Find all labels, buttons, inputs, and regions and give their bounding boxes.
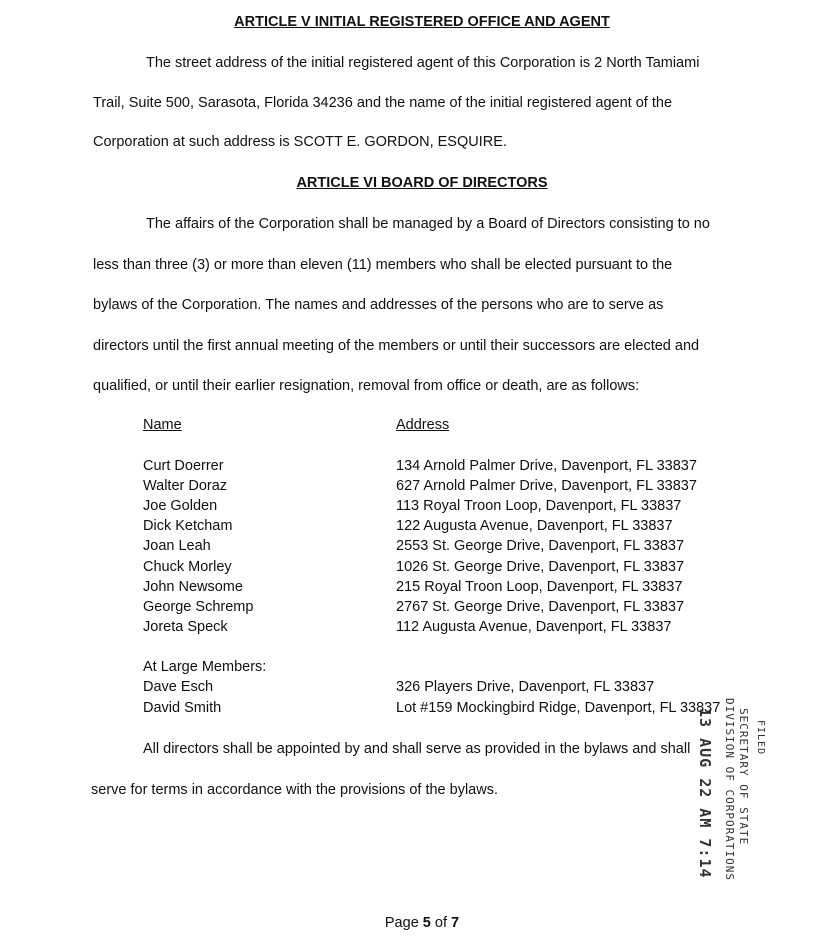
director-row bbox=[0, 559, 836, 579]
director-address: 2767 St. George Drive, Davenport, FL 33837 bbox=[396, 599, 685, 615]
at-large-label: At Large Members: bbox=[143, 659, 267, 675]
director-name: George Schremp bbox=[143, 599, 254, 615]
page-footer bbox=[0, 915, 836, 931]
director-row bbox=[0, 538, 836, 558]
filing-stamp bbox=[690, 698, 770, 896]
article-vi-line-5: qualified, or until their earlier resignation, removal from office or death, are as follows: bbox=[93, 378, 640, 394]
director-address: 112 Augusta Avenue, Davenport, FL 33837 bbox=[396, 619, 672, 635]
footer-page-total: 7 bbox=[451, 915, 460, 931]
closing-line-2: serve for terms in accordance with the provisions of the bylaws. bbox=[91, 782, 498, 798]
director-name: John Newsome bbox=[143, 579, 243, 595]
name-column-header: Name bbox=[143, 417, 182, 433]
director-name: Curt Doerrer bbox=[143, 458, 224, 474]
article-vi-heading: ARTICLE VI BOARD OF DIRECTORS bbox=[296, 175, 548, 191]
director-name: Dave Esch bbox=[143, 679, 214, 695]
director-address: 2553 St. George Drive, Davenport, FL 33837 bbox=[396, 538, 685, 554]
director-address: Lot #159 Mockingbird Ridge, Davenport, FL 33837 bbox=[396, 700, 721, 716]
article-vi-line-2: less than three (3) or more than eleven (11) members who shall be elected pursuant to the bbox=[93, 257, 673, 273]
director-row bbox=[0, 498, 836, 518]
director-name: Joreta Speck bbox=[143, 619, 228, 635]
closing-line-1: All directors shall be appointed by and shall serve as provided in the bylaws and shall bbox=[143, 741, 691, 757]
director-address: 215 Royal Troon Loop, Davenport, FL 33837 bbox=[396, 579, 683, 595]
directors-table-header bbox=[0, 417, 836, 437]
director-address: 134 Arnold Palmer Drive, Davenport, FL 33837 bbox=[396, 458, 697, 474]
director-address: 122 Augusta Avenue, Davenport, FL 33837 bbox=[396, 518, 673, 534]
director-row bbox=[0, 518, 836, 538]
director-address: 1026 St. George Drive, Davenport, FL 33837 bbox=[396, 559, 685, 575]
director-name: Joan Leah bbox=[143, 538, 211, 554]
director-row bbox=[0, 579, 836, 599]
stamp-division: DIVISION OF CORPORATIONS bbox=[723, 698, 736, 881]
director-row bbox=[0, 458, 836, 478]
article-v-line-3: Corporation at such address is SCOTT E. GORDON, ESQUIRE. bbox=[93, 134, 507, 150]
director-row bbox=[0, 619, 836, 639]
director-name: David Smith bbox=[143, 700, 222, 716]
article-v-heading: ARTICLE V INITIAL REGISTERED OFFICE AND AGENT bbox=[234, 14, 610, 30]
director-row bbox=[0, 599, 836, 619]
footer-page-number: 5 bbox=[422, 915, 431, 931]
director-name: Joe Golden bbox=[143, 498, 218, 514]
director-name: Chuck Morley bbox=[143, 559, 232, 575]
director-row bbox=[0, 478, 836, 498]
address-column-header: Address bbox=[396, 417, 450, 433]
article-vi-line-3: bylaws of the Corporation. The names and addresses of the persons who are to serve as bbox=[93, 297, 664, 313]
director-address: 326 Players Drive, Davenport, FL 33837 bbox=[396, 679, 655, 695]
director-address: 627 Arnold Palmer Drive, Davenport, FL 33837 bbox=[396, 478, 697, 494]
footer-prefix: Page bbox=[384, 915, 423, 931]
director-name: Dick Ketcham bbox=[143, 518, 233, 534]
director-address: 113 Royal Troon Loop, Davenport, FL 33837 bbox=[396, 498, 682, 514]
article-vi-line-4: directors until the first annual meeting of the members or until their successors are elected and bbox=[93, 338, 700, 354]
at-large-label-row bbox=[0, 659, 836, 679]
article-vi-line-1: The affairs of the Corporation shall be managed by a Board of Directors consisting to no bbox=[146, 216, 710, 232]
stamp-date: 13 AUG 22 AM 7:14 bbox=[696, 708, 714, 879]
article-v-line-2: Trail, Suite 500, Sarasota, Florida 34236 and the name of the initial registered agent of the bbox=[93, 95, 673, 111]
director-name: Walter Doraz bbox=[143, 478, 228, 494]
stamp-filed: FILED bbox=[755, 720, 766, 756]
stamp-secretary: SECRETARY OF STATE bbox=[737, 708, 750, 846]
article-v-line-1: The street address of the initial registered agent of this Corporation is 2 North Tamiami bbox=[146, 55, 700, 71]
footer-middle: of bbox=[430, 915, 452, 931]
at-large-row bbox=[0, 679, 836, 699]
